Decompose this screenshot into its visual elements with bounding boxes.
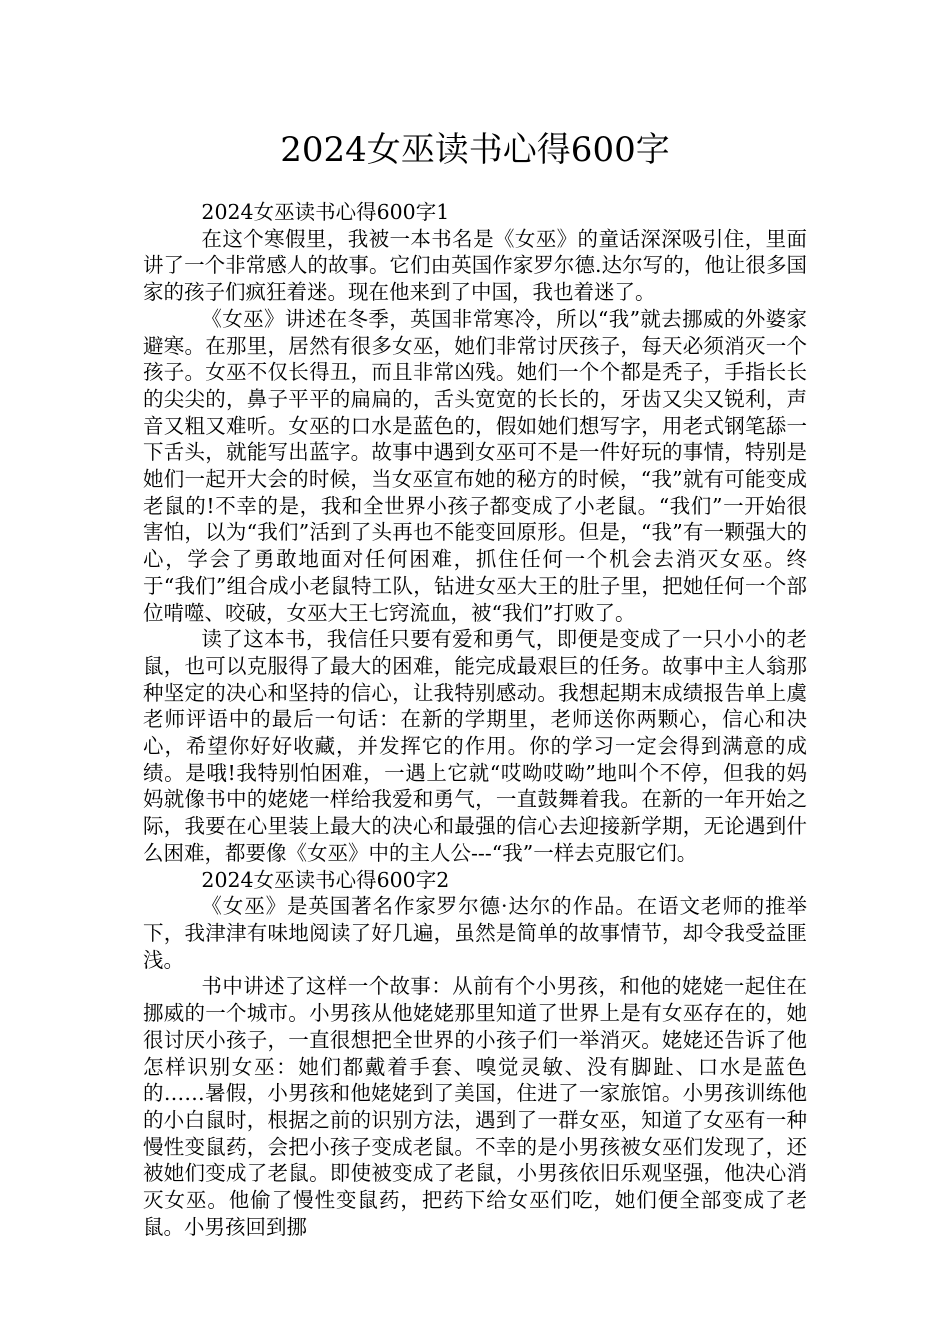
paragraph-3: 读了这本书，我信任只要有爱和勇气，即便是变成了一只小小的老鼠，也可以克服得了最大的困难，能完成最艰巨的任务。故事中主人翁那种坚定的决心和坚持的信心，让我特别感动。我想起期末成绩报告单上虞老师评语中的最后一句话：在新的学期里，老师送你两颗心，信心和决心，希望你好好收藏，并发挥它的作用。你的学习一定会得到满意的成绩。是哦!我特别怕困难，一遇上它就“哎呦哎呦”地叫个不停，但我的妈妈就像书中的姥姥一样给我爱和勇气，一直鼓舞着我。在新的一年开始之际，我要在心里装上最大的决心和最强的信心去迎接新学期，无论遇到什么困难，都要像《女巫》中的主人公---“我”一样去克服它们。 bbox=[143, 627, 807, 865]
paragraph-5: 书中讲述了这样一个故事：从前有个小男孩，和他的姥姥一起住在挪威的一个城市。小男孩从他姥姥那里知道了世界上是有女巫存在的，她很讨厌小孩子，一直很想把全世界的小孩子们一举消灭。姥姥还告诉了他怎样识别女巫：她们都戴着手套、嗅觉灵敏、没有脚趾、口水是蓝色的……暑假，小男孩和他姥姥到了美国，住进了一家旅馆。小男孩训练他的小白鼠时，根据之前的识别方法，遇到了一群女巫，知道了女巫有一种慢性变鼠药，会把小孩子变成老鼠。不幸的是小男孩被女巫们发现了，还被她们变成了老鼠。即使被变成了老鼠，小男孩依旧乐观坚强，他决心消灭女巫。他偷了慢性变鼠药，把药下给女巫们吃，她们便全部变成了老鼠。小男孩回到挪 bbox=[143, 974, 807, 1239]
document-body bbox=[143, 199, 807, 1240]
paragraph-4: 《女巫》是英国著名作家罗尔德·达尔的作品。在语文老师的推举下，我津津有味地阅读了好几遍，虽然是简单的故事情节，却令我受益匪浅。 bbox=[143, 894, 807, 972]
document-title: 2024女巫读书心得600字 bbox=[280, 130, 670, 170]
section-heading-2: 2024女巫读书心得600字2 bbox=[201, 867, 450, 892]
paragraph-1: 在这个寒假里，我被一本书名是《女巫》的童话深深吸引住，里面讲了一个非常感人的故事。它们由英国作家罗尔德.达尔写的，他让很多国家的孩子们疯狂着迷。现在他来到了中国，我也着迷了。 bbox=[143, 226, 807, 305]
paragraph-2: 《女巫》讲述在冬季，英国非常寒冷，所以“我”就去挪威的外婆家避寒。在那里，居然有很多女巫，她们非常讨厌孩子，每天必须消灭一个孩子。女巫不仅长得丑，而且非常凶残。她们一个个都是秃子，手指长长的尖尖的，鼻子平平的扁扁的，舌头宽宽的长长的，牙齿又尖又锐利，声音又粗又难听。女巫的口水是蓝色的，假如她们想写字，用老式钢笔舔一下舌头，就能写出蓝字。故事中遇到女巫可不是一件好玩的事情，特别是她们一起开大会的时候，当女巫宣布她的秘方的时候，“我”就有可能变成老鼠的!不幸的是，我和全世界小孩子都变成了小老鼠。“我们”一开始很害怕，以为“我们”活到了头再也不能变回原形。但是，“我”有一颗强大的心，学会了勇敢地面对任何困难，抓住任何一个机会去消灭女巫。终于“我们”组合成小老鼠特工队，钻进女巫大王的肚子里，把她任何一个部位啃噬、咬破，女巫大王七窍流血，被“我们”打败了。 bbox=[143, 306, 807, 625]
section-heading-1: 2024女巫读书心得600字1 bbox=[201, 200, 450, 224]
